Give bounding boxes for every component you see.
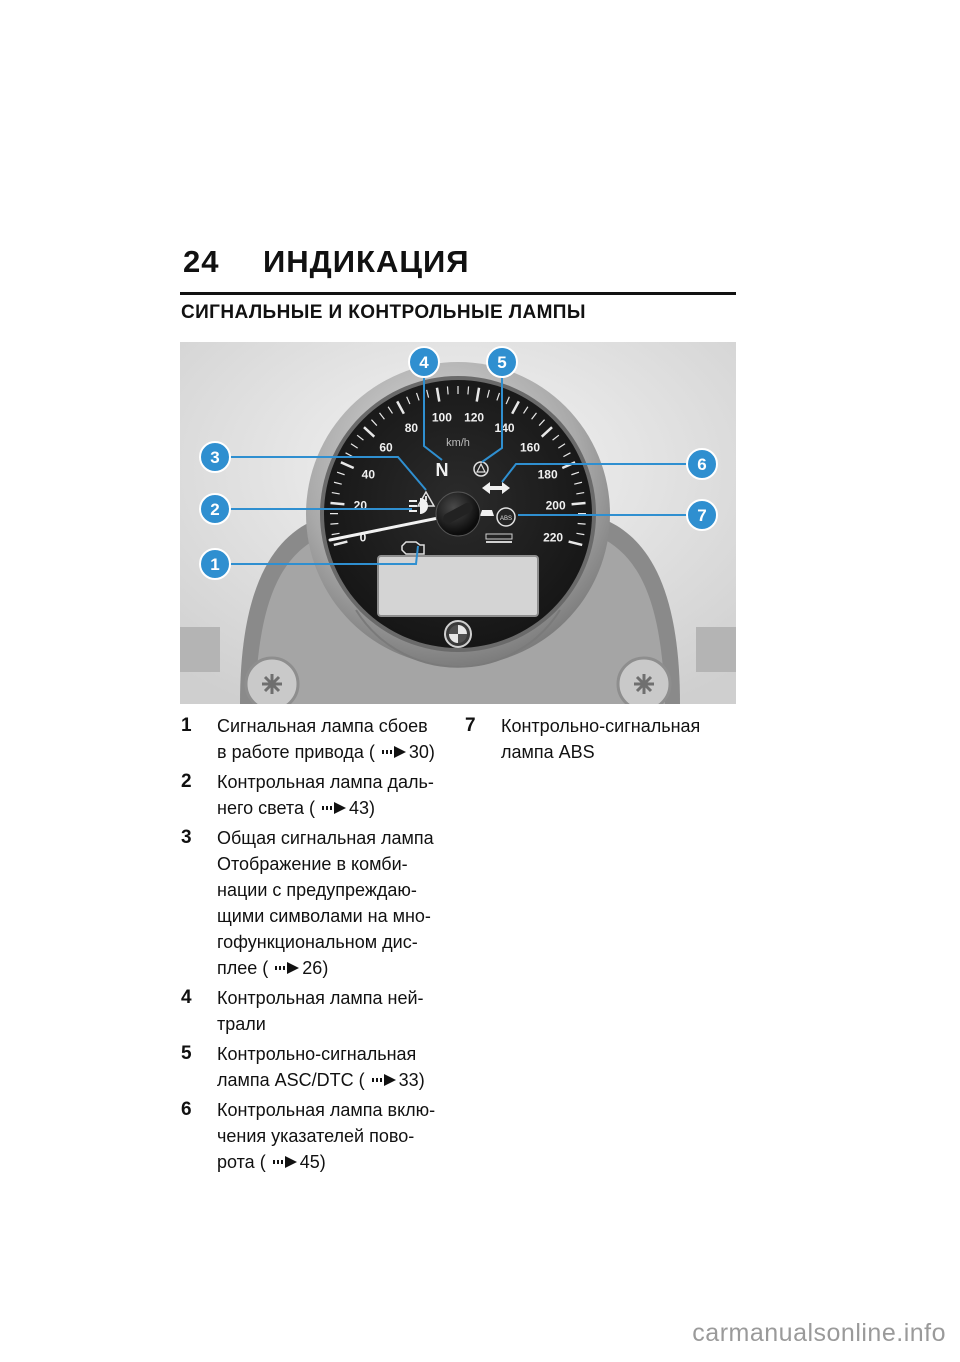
page-reference-link[interactable]	[354, 1070, 425, 1090]
page-reference-open-paren: (	[308, 798, 315, 818]
page-reference-open-paren: (	[259, 1152, 266, 1172]
legend-item	[181, 713, 456, 765]
legend-item-description: Контрольная лампа даль- него света	[217, 772, 434, 818]
major-tick	[572, 503, 586, 504]
legend-item-description: Общая сигнальная лампа Отображение в комби- нации с предупреждаю- щими символами на мно- гофункциональном дис- плее	[217, 828, 434, 978]
speed-tick-label: 40	[361, 467, 376, 482]
legend-item-text	[217, 985, 456, 1037]
legend-item-text	[217, 1097, 456, 1175]
instrument-cluster-figure	[180, 342, 736, 704]
legend-item-description: Сигнальная лампа сбоев в работе привода	[217, 716, 428, 762]
minor-tick	[330, 524, 338, 525]
page-reference-arrow-icon	[274, 961, 300, 975]
page-number: 24	[183, 244, 220, 279]
fuel-indicator-icon	[480, 510, 494, 516]
legend-item-number: 3	[181, 827, 192, 848]
legend-item	[181, 769, 456, 821]
callout-number-2: 2	[210, 500, 220, 519]
watermark: carmanualsonline.info	[692, 1319, 946, 1347]
page-reference-number: 43)	[348, 798, 375, 818]
callout-number-3: 3	[210, 448, 220, 467]
legend-item-number: 5	[181, 1043, 192, 1064]
legend-item-number: 7	[465, 715, 476, 736]
page-reference-arrow-icon	[321, 801, 347, 815]
speed-tick-label: 220	[543, 530, 564, 545]
speed-tick-label: 20	[353, 498, 368, 513]
legend-item-number: 1	[181, 715, 192, 736]
page-reference-arrow-icon	[371, 1073, 397, 1087]
legend-item-text	[217, 1041, 456, 1093]
legend-item	[181, 825, 456, 981]
page-reference-link[interactable]	[304, 798, 375, 818]
bmw-logo-icon	[445, 621, 471, 647]
legend-item-text	[217, 769, 456, 821]
page-reference-arrow-icon	[272, 1155, 298, 1169]
header-rule	[180, 292, 736, 295]
legend-left-column	[181, 713, 456, 1179]
minor-tick	[468, 386, 469, 394]
page-reference-open-paren: (	[358, 1070, 365, 1090]
legend-item-number: 6	[181, 1099, 192, 1120]
legend-right-column	[465, 713, 740, 769]
legend-item-description: Контрольно-сигнальная лампа ASC/DTC	[217, 1044, 417, 1090]
major-tick	[330, 503, 344, 504]
section-title: СИГНАЛЬНЫЕ И КОНТРОЛЬНЫЕ ЛАМПЫ	[181, 302, 586, 323]
legend-item-text	[501, 713, 740, 765]
legend-item	[181, 985, 456, 1037]
speed-tick-label: 140	[494, 420, 515, 435]
page-reference-link[interactable]	[255, 1152, 326, 1172]
legend-item	[465, 713, 740, 765]
page-reference-open-paren: (	[368, 742, 375, 762]
speed-tick-label: 60	[379, 440, 393, 455]
speed-tick-label: 120	[464, 410, 485, 425]
callout-number-6: 6	[697, 455, 707, 474]
legend-item-description: Контрольно-сигнальная лампа ABS	[501, 716, 701, 762]
callout-number-7: 7	[697, 506, 707, 525]
neutral-indicator: N	[435, 460, 449, 480]
legend-item-number: 4	[181, 987, 192, 1008]
speed-unit-label: km/h	[446, 437, 470, 449]
page-reference-number: 45)	[299, 1152, 326, 1172]
page-reference-link[interactable]	[364, 742, 435, 762]
page-reference-arrow-icon	[381, 745, 407, 759]
page-reference-open-paren: (	[262, 958, 269, 978]
legend-item-description: Контрольная лампа вклю- чения указателей пово- рота	[217, 1100, 436, 1172]
page-reference-number: 33)	[398, 1070, 425, 1090]
minor-tick	[447, 386, 448, 394]
legend-item-text	[217, 825, 456, 981]
page-reference-number: 30)	[408, 742, 435, 762]
chapter-title: ИНДИКАЦИЯ	[263, 244, 470, 279]
legend-item-text	[217, 713, 456, 765]
speed-tick-label: 0	[359, 530, 367, 545]
callout-number-4: 4	[419, 353, 429, 372]
speed-tick-label: 160	[519, 440, 541, 455]
speed-tick-label: 200	[545, 498, 566, 513]
callout-number-5: 5	[497, 353, 507, 372]
page-reference-link[interactable]	[257, 958, 328, 978]
speed-tick-label: 80	[404, 420, 419, 435]
speed-tick-label: 180	[537, 467, 558, 482]
callout-number-1: 1	[210, 555, 220, 574]
minor-tick	[578, 524, 586, 525]
svg-text:ABS: ABS	[499, 516, 513, 522]
speed-tick-label: 100	[431, 410, 452, 425]
page-reference-number: 26)	[302, 958, 329, 978]
legend-item	[181, 1097, 456, 1175]
legend-item-description: Контрольная лампа ней- трали	[217, 988, 424, 1034]
legend-item	[181, 1041, 456, 1093]
legend-item-number: 2	[181, 771, 192, 792]
